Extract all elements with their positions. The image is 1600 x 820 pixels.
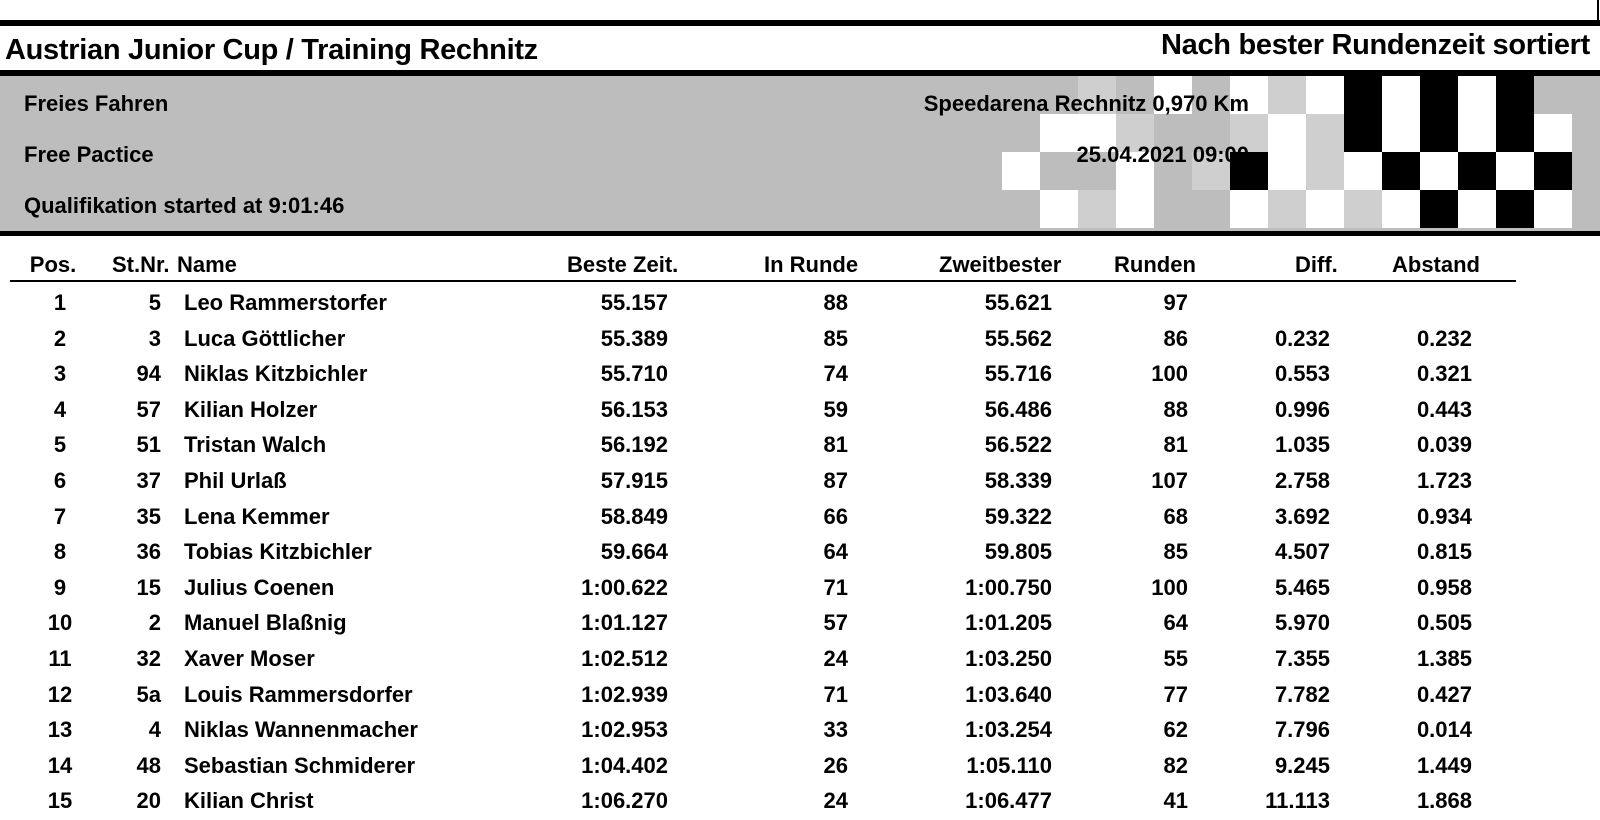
page-title: Austrian Junior Cup / Training Rechnitz bbox=[5, 34, 538, 66]
cell-name: Tobias Kitzbichler bbox=[184, 539, 372, 565]
session-name-english: Free Pactice bbox=[24, 142, 154, 167]
cell-best: 55.710 bbox=[600, 361, 668, 387]
cell-best: 57.915 bbox=[600, 467, 668, 493]
cell-gap: 0.443 bbox=[1416, 396, 1472, 422]
flag-square bbox=[1268, 114, 1306, 152]
flag-square bbox=[1420, 114, 1458, 152]
cell-name: Sebastian Schmiderer bbox=[184, 752, 416, 778]
cell-name: Lena Kemmer bbox=[184, 503, 330, 529]
cell-best: 1:02.512 bbox=[581, 645, 668, 671]
cell-diff: 0.996 bbox=[1274, 396, 1330, 422]
table-header-rule bbox=[10, 280, 1516, 282]
cell-stnr: 94 bbox=[136, 361, 161, 387]
cell-laps: 62 bbox=[1163, 717, 1188, 743]
cell-stnr: 37 bbox=[136, 467, 161, 493]
flag-square bbox=[1382, 190, 1420, 228]
table-row bbox=[0, 642, 1600, 678]
cell-laps: 100 bbox=[1151, 361, 1188, 387]
cell-name: Phil Urlaß bbox=[184, 467, 287, 493]
cell-gap: 0.232 bbox=[1416, 325, 1472, 351]
track-name: Speedarena Rechnitz 0,970 Km bbox=[923, 91, 1249, 116]
column-header-diff: Diff. bbox=[1295, 252, 1338, 277]
cell-stnr: 32 bbox=[136, 645, 161, 671]
cell-laps: 81 bbox=[1163, 432, 1188, 458]
flag-square bbox=[1382, 76, 1420, 114]
cell-in-lap: 87 bbox=[823, 467, 848, 493]
flag-square bbox=[1306, 190, 1344, 228]
cell-stnr: 5 bbox=[148, 290, 161, 315]
cell-laps: 82 bbox=[1163, 752, 1188, 778]
flag-square bbox=[1534, 190, 1572, 228]
cell-best: 55.389 bbox=[600, 325, 668, 351]
cell-name: Leo Rammerstorfer bbox=[184, 290, 387, 315]
cell-in-lap: 88 bbox=[823, 290, 848, 315]
flag-square bbox=[1002, 152, 1040, 190]
flag-square bbox=[1344, 190, 1382, 228]
cell-gap: 1.449 bbox=[1416, 752, 1472, 778]
cell-best: 56.192 bbox=[600, 432, 668, 458]
top-right-rule bbox=[1597, 0, 1599, 20]
cell-gap: 0.321 bbox=[1416, 361, 1472, 387]
cell-diff: 9.245 bbox=[1274, 752, 1330, 778]
table-row bbox=[0, 678, 1600, 714]
cell-laps: 97 bbox=[1163, 290, 1188, 315]
cell-name: Tristan Walch bbox=[184, 432, 327, 458]
flag-square bbox=[1268, 76, 1306, 114]
table-header bbox=[0, 246, 1600, 282]
cell-in-lap: 81 bbox=[823, 432, 848, 458]
cell-diff: 5.465 bbox=[1274, 574, 1330, 600]
cell-diff: 2.758 bbox=[1274, 467, 1330, 493]
cell-diff: 3.692 bbox=[1274, 503, 1330, 529]
flag-square bbox=[1306, 114, 1344, 152]
cell-name: Manuel Blaßnig bbox=[184, 610, 347, 636]
cell-best: 56.153 bbox=[600, 396, 668, 422]
cell-laps: 86 bbox=[1163, 325, 1188, 351]
flag-square bbox=[1382, 152, 1420, 190]
cell-gap: 0.039 bbox=[1416, 432, 1472, 458]
column-header-in-lap: In Runde bbox=[764, 252, 859, 277]
table-row bbox=[0, 464, 1600, 500]
flag-square bbox=[1534, 114, 1572, 152]
cell-second-best: 58.339 bbox=[984, 467, 1052, 493]
cell-diff: 7.782 bbox=[1274, 681, 1330, 707]
cell-name: Kilian Christ bbox=[184, 788, 314, 814]
cell-laps: 85 bbox=[1163, 539, 1188, 565]
session-datetime: 25.04.2021 09:00 bbox=[1076, 142, 1249, 167]
cell-diff: 0.232 bbox=[1274, 325, 1330, 351]
cell-laps: 64 bbox=[1163, 610, 1188, 636]
flag-square bbox=[1040, 114, 1078, 152]
cell-name: Kilian Holzer bbox=[184, 396, 318, 422]
cell-in-lap: 66 bbox=[823, 503, 848, 529]
cell-in-lap: 85 bbox=[823, 325, 848, 351]
flag-square bbox=[1040, 190, 1078, 228]
cell-in-lap: 33 bbox=[823, 717, 848, 743]
session-name: Freies Fahren bbox=[24, 91, 169, 116]
flag-square bbox=[1458, 76, 1496, 114]
column-header-pos: Pos. bbox=[29, 252, 77, 277]
cell-second-best: 1:05.110 bbox=[966, 752, 1052, 778]
cell-in-lap: 26 bbox=[823, 752, 848, 778]
cell-diff: 5.970 bbox=[1274, 610, 1330, 636]
cell-second-best: 56.486 bbox=[984, 396, 1052, 422]
cell-best: 1:01.127 bbox=[581, 610, 668, 636]
table-row bbox=[0, 571, 1600, 607]
cell-gap: 0.014 bbox=[1416, 717, 1472, 743]
cell-gap: 0.934 bbox=[1416, 503, 1472, 529]
cell-stnr: 57 bbox=[136, 396, 161, 422]
flag-square bbox=[1230, 190, 1268, 228]
cell-best: 1:02.939 bbox=[581, 681, 668, 707]
table-row bbox=[0, 286, 1600, 322]
cell-diff: 7.355 bbox=[1274, 645, 1330, 671]
cell-in-lap: 71 bbox=[823, 681, 848, 707]
cell-second-best: 56.522 bbox=[984, 432, 1052, 458]
cell-stnr: 4 bbox=[148, 717, 161, 743]
column-header-gap: Abstand bbox=[1392, 252, 1480, 277]
cell-pos: 12 bbox=[47, 681, 73, 707]
table-row bbox=[0, 713, 1600, 749]
flag-square bbox=[1496, 152, 1534, 190]
flag-square bbox=[1306, 76, 1344, 114]
cell-pos: 6 bbox=[53, 467, 67, 493]
cell-laps: 88 bbox=[1163, 396, 1188, 422]
cell-stnr: 15 bbox=[136, 574, 161, 600]
flag-square bbox=[1116, 190, 1154, 228]
cell-name: Xaver Moser bbox=[184, 645, 315, 671]
cell-second-best: 55.716 bbox=[984, 361, 1052, 387]
info-band bbox=[0, 76, 1600, 231]
results-table-body bbox=[0, 286, 1600, 820]
table-row bbox=[0, 749, 1600, 785]
cell-gap: 0.427 bbox=[1416, 681, 1472, 707]
cell-second-best: 1:03.640 bbox=[965, 681, 1052, 707]
cell-in-lap: 59 bbox=[823, 396, 848, 422]
cell-pos: 2 bbox=[53, 325, 67, 351]
column-header-second-best: Zweitbester bbox=[939, 252, 1062, 277]
flag-square bbox=[1344, 76, 1382, 114]
cell-pos: 3 bbox=[53, 361, 67, 387]
cell-pos: 4 bbox=[53, 396, 67, 422]
cell-gap: 1.385 bbox=[1416, 645, 1472, 671]
cell-best: 59.664 bbox=[600, 539, 668, 565]
cell-second-best: 59.805 bbox=[984, 539, 1052, 565]
cell-name: Luca Göttlicher bbox=[184, 325, 346, 351]
session-start-time: Qualifikation started at 9:01:46 bbox=[24, 193, 345, 218]
flag-square bbox=[1420, 190, 1458, 228]
top-rule bbox=[0, 20, 1600, 26]
cell-in-lap: 24 bbox=[823, 645, 848, 671]
cell-stnr: 20 bbox=[136, 788, 161, 814]
cell-second-best: 59.322 bbox=[984, 503, 1052, 529]
cell-gap: 0.815 bbox=[1416, 539, 1472, 565]
cell-best: 58.849 bbox=[600, 503, 668, 529]
cell-name: Louis Rammersdorfer bbox=[184, 681, 413, 707]
column-header-best-time: Beste Zeit. bbox=[567, 252, 679, 277]
flag-square bbox=[1458, 190, 1496, 228]
flag-square bbox=[1496, 114, 1534, 152]
table-row bbox=[0, 393, 1600, 429]
cell-name: Niklas Wannenmacher bbox=[184, 717, 418, 743]
cell-in-lap: 57 bbox=[823, 610, 848, 636]
cell-stnr: 51 bbox=[136, 432, 161, 458]
table-row bbox=[0, 428, 1600, 464]
cell-in-lap: 71 bbox=[823, 574, 848, 600]
cell-in-lap: 64 bbox=[823, 539, 848, 565]
cell-stnr: 2 bbox=[148, 610, 161, 636]
flag-square bbox=[1496, 76, 1534, 114]
cell-second-best: 1:03.250 bbox=[965, 645, 1052, 671]
cell-second-best: 1:00.750 bbox=[965, 574, 1052, 600]
cell-stnr: 3 bbox=[148, 325, 161, 351]
cell-stnr: 36 bbox=[136, 539, 161, 565]
flag-square bbox=[1268, 190, 1306, 228]
cell-pos: 15 bbox=[47, 788, 73, 814]
cell-name: Julius Coenen bbox=[184, 574, 335, 600]
cell-laps: 68 bbox=[1163, 503, 1188, 529]
flag-square bbox=[1078, 190, 1116, 228]
cell-best: 1:04.402 bbox=[581, 752, 668, 778]
flag-square bbox=[1382, 114, 1420, 152]
cell-stnr: 35 bbox=[136, 503, 161, 529]
flag-square bbox=[1420, 152, 1458, 190]
flag-square bbox=[1420, 76, 1458, 114]
cell-pos: 7 bbox=[53, 503, 67, 529]
cell-pos: 8 bbox=[53, 539, 67, 565]
cell-gap: 1.723 bbox=[1416, 467, 1472, 493]
cell-laps: 41 bbox=[1163, 788, 1188, 814]
cell-in-lap: 74 bbox=[823, 361, 848, 387]
cell-best: 1:06.270 bbox=[581, 788, 668, 814]
cell-stnr: 48 bbox=[136, 752, 161, 778]
cell-laps: 100 bbox=[1151, 574, 1188, 600]
flag-square bbox=[1344, 152, 1382, 190]
flag-square bbox=[1458, 152, 1496, 190]
cell-second-best: 55.562 bbox=[984, 325, 1052, 351]
table-row bbox=[0, 500, 1600, 536]
cell-best: 1:02.953 bbox=[581, 717, 668, 743]
cell-laps: 107 bbox=[1151, 467, 1188, 493]
cell-best: 55.157 bbox=[600, 290, 668, 315]
cell-name: Niklas Kitzbichler bbox=[184, 361, 368, 387]
flag-square bbox=[1344, 114, 1382, 152]
flag-square bbox=[1458, 114, 1496, 152]
column-header-name: Name bbox=[177, 252, 237, 277]
flag-square bbox=[1268, 152, 1306, 190]
cell-gap: 0.505 bbox=[1416, 610, 1472, 636]
table-row bbox=[0, 535, 1600, 571]
cell-diff: 4.507 bbox=[1274, 539, 1330, 565]
cell-laps: 77 bbox=[1163, 681, 1188, 707]
cell-laps: 55 bbox=[1163, 645, 1188, 671]
cell-diff: 0.553 bbox=[1274, 361, 1330, 387]
table-row bbox=[0, 784, 1600, 820]
flag-square bbox=[1496, 190, 1534, 228]
cell-stnr: 5a bbox=[136, 681, 161, 707]
flag-square bbox=[1306, 152, 1344, 190]
column-header-laps: Runden bbox=[1114, 252, 1196, 277]
cell-second-best: 1:01.205 bbox=[965, 610, 1052, 636]
cell-pos: 9 bbox=[53, 574, 67, 600]
cell-pos: 13 bbox=[47, 717, 73, 743]
sort-label: Nach bester Rundenzeit sortiert bbox=[1160, 29, 1590, 61]
cell-second-best: 55.621 bbox=[984, 290, 1052, 315]
table-row bbox=[0, 322, 1600, 358]
table-row bbox=[0, 606, 1600, 642]
band-bottom-rule bbox=[0, 231, 1600, 236]
cell-pos: 14 bbox=[47, 752, 73, 778]
cell-second-best: 1:03.254 bbox=[965, 717, 1052, 743]
cell-pos: 5 bbox=[53, 432, 67, 458]
cell-gap: 0.958 bbox=[1416, 574, 1472, 600]
cell-in-lap: 24 bbox=[823, 788, 848, 814]
cell-pos: 11 bbox=[48, 645, 72, 671]
cell-best: 1:00.622 bbox=[581, 574, 668, 600]
table-row bbox=[0, 357, 1600, 393]
column-header-stnr: St.Nr. bbox=[112, 252, 170, 277]
cell-gap: 1.868 bbox=[1416, 788, 1472, 814]
cell-diff: 1.035 bbox=[1274, 432, 1330, 458]
cell-pos: 10 bbox=[47, 610, 73, 636]
flag-square bbox=[1534, 152, 1572, 190]
cell-pos: 1 bbox=[53, 290, 67, 315]
cell-second-best: 1:06.477 bbox=[965, 788, 1052, 814]
cell-diff: 11.113 bbox=[1265, 788, 1330, 814]
cell-diff: 7.796 bbox=[1274, 717, 1330, 743]
